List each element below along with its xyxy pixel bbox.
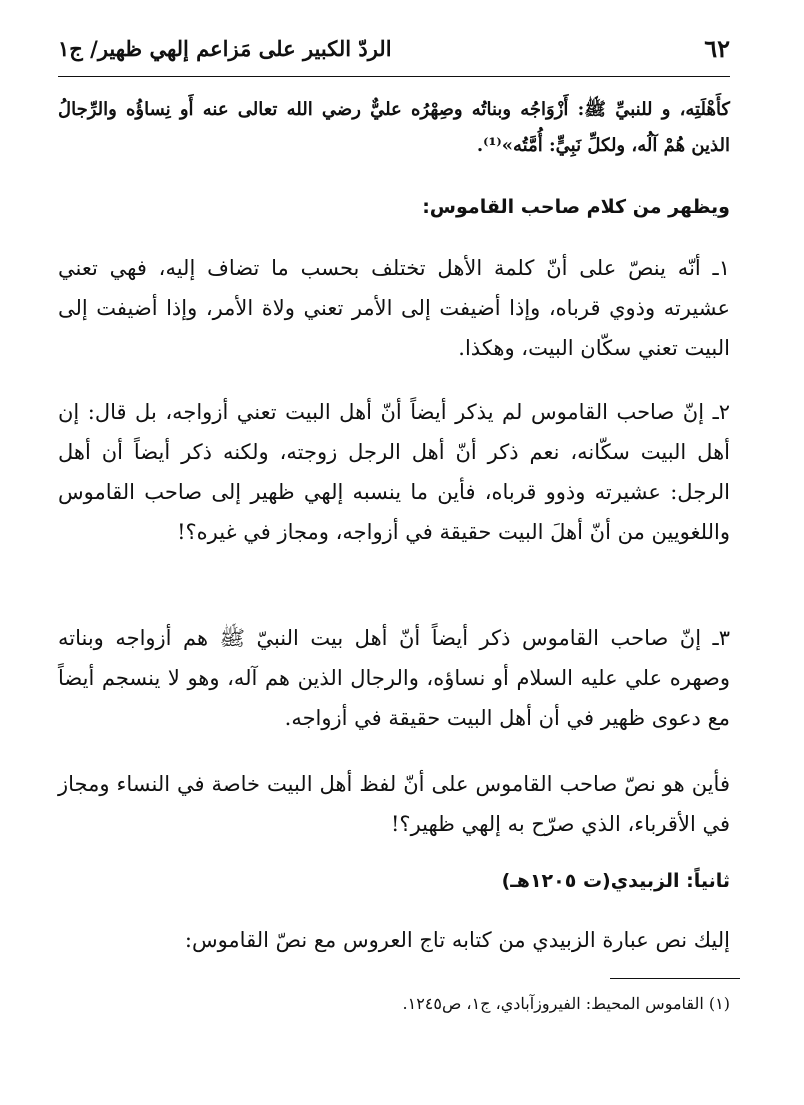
paragraph-1: ١ـ أنّه ينصّ على أنّ كلمة الأهل تختلف بحسب ما تضاف إليه، فهي تعني عشيرته وذوي قرباه، وإذا أضيفت إلى الأمر تعني ولاة الأمر، وإذا أضيفت إلى البيت تعني سكّان البيت، وهكذا. xyxy=(58,256,730,360)
paragraph-5: إليك نص عبارة الزبيدي من كتابه تاج العروس مع نصّ القاموس: xyxy=(184,928,730,952)
paragraph-3: ٣ـ إنّ صاحب القاموس ذكر أيضاً أنّ أهل بيت النبيّ ﷺ هم أزواجه وبناته وصهره علي عليه السلام أو نساؤه، والرجال الذين هم آله، وهو لا ينسجم أيضاً مع دعوى ظهير في أن أهل البيت حقيقة في أزواجه. xyxy=(58,626,730,730)
section-heading: ويظهر من كلام صاحب القاموس: xyxy=(422,196,730,218)
page-number: ٦٢ xyxy=(704,33,730,63)
footnote: (١) القاموس المحيط: الفيروزآبادي، ج١، ص١٢٤٥. xyxy=(402,994,730,1013)
paragraph-4: فأين هو نصّ صاحب القاموس على أنّ لفظ أهل البيت خاصة في النساء ومجاز في الأقرباء، الذي صرّح به إلهي ظهير؟! xyxy=(58,772,730,836)
continued-quote: كأَهْلَتِه، و للنبيِّ ﷺ: أَزْوَاجُه وبناتُه وصِهْرُه عليٌّ رضي الله تعالى عنه أَو نِساؤُه والرِّجالُ الذين هُمْ آلُه، ولكلِّ نَبِيٍّ: أُمَّتُه»⁽¹⁾. xyxy=(58,99,730,156)
paragraph-2: ٢ـ إنّ صاحب القاموس لم يذكر أيضاً أنّ أهل البيت تعني أزواجه، بل قال: إن أهل البيت سكّانه، نعم ذكر أنّ أهل الرجل زوجته، ولكنه ذكر أيضاً أن أهل الرجل: عشيرته وذوو قرباه، فأين ما ينسبه إلهي ظهير إلى صاحب القاموس واللغويين من أنّ أهلَ البيت حقيقة في أزواجه، ومجاز في غيره؟! xyxy=(58,400,730,544)
footnote-rule xyxy=(610,978,740,979)
header-rule xyxy=(58,76,730,77)
section-heading-zabidi: ثانياً: الزبيدي(ت ١٢٠٥هـ) xyxy=(501,870,730,892)
running-title: الردّ الكبير على مَزاعم إلهي ظهير/ ج١ xyxy=(58,35,392,61)
page-header xyxy=(58,28,730,68)
